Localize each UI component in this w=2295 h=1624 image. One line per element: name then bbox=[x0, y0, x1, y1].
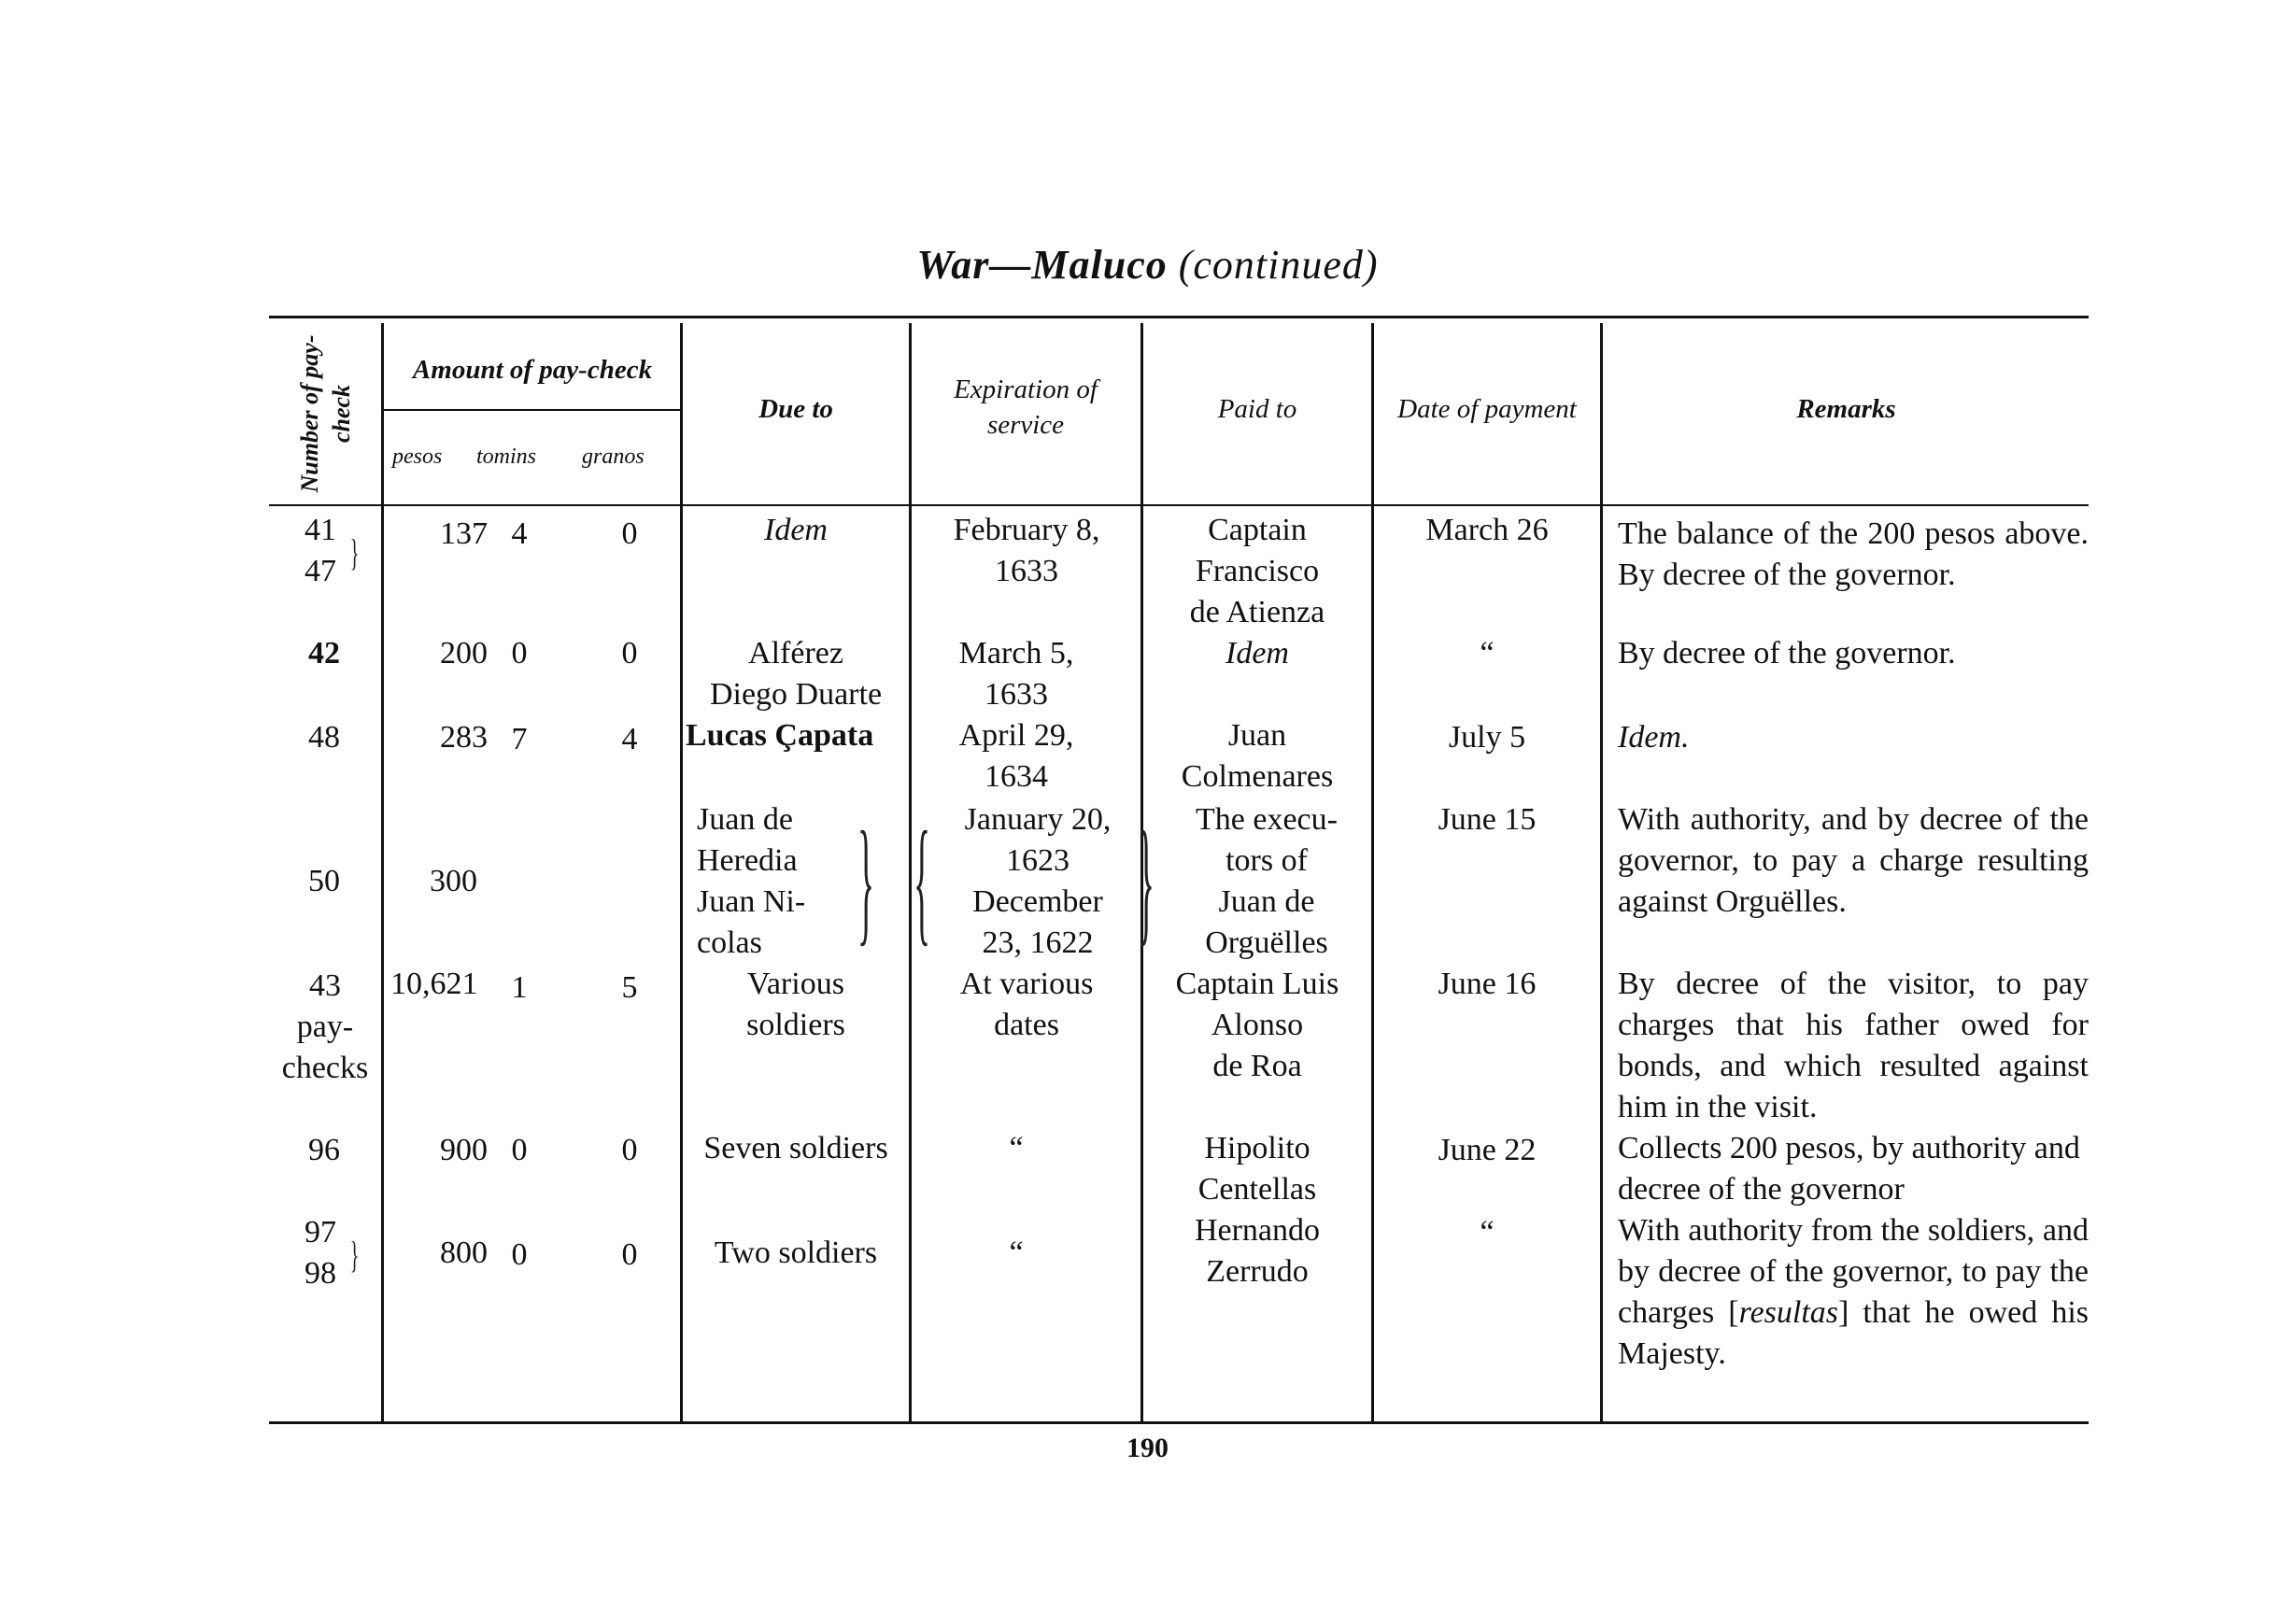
row-expiration: January 20, 1623 December 23, 1622 bbox=[964, 802, 1112, 960]
brace-icon: { bbox=[914, 803, 930, 958]
row-tomins: 0 bbox=[511, 636, 528, 671]
header-number: Number of pay-check bbox=[296, 334, 355, 493]
header-bottom-rule bbox=[269, 504, 2089, 506]
row-remarks: Collects 200 pesos, by authority and decree of the governor bbox=[1618, 1131, 2080, 1207]
col-divider bbox=[680, 323, 683, 1421]
row-number: 96 bbox=[308, 1133, 340, 1167]
col-divider bbox=[1600, 323, 1603, 1421]
row-pesos: 200 bbox=[440, 636, 488, 671]
row-remarks: The balance of the 200 pesos above. By decree of the governor. bbox=[1618, 516, 2089, 592]
row-number: 48 bbox=[308, 720, 340, 755]
row-paid-to: Hipolito Centellas bbox=[1197, 1131, 1317, 1207]
row-due-to: Seven soldiers bbox=[703, 1131, 888, 1165]
header-pesos: pesos bbox=[392, 445, 443, 469]
row-due-to: Idem bbox=[764, 513, 828, 547]
row-paid-to: Hernando Zerrudo bbox=[1194, 1213, 1321, 1289]
header-paid-to: Paid to bbox=[1217, 394, 1297, 424]
brace-icon: } bbox=[1138, 803, 1155, 958]
row-remarks: Idem. bbox=[1618, 720, 1690, 755]
row-granos: 0 bbox=[621, 1133, 638, 1167]
row-paid-to: Captain Luis Alonso de Roa bbox=[1175, 967, 1339, 1083]
row-date: “ bbox=[1480, 636, 1495, 671]
header-amount: Amount of pay-check bbox=[412, 355, 653, 385]
table-bottom-rule bbox=[269, 1421, 2089, 1424]
title-main: War—Maluco bbox=[916, 242, 1168, 288]
header-remarks: Remarks bbox=[1796, 394, 1896, 424]
row-paid-to: The execu- tors of Juan de Orguëlles bbox=[1196, 802, 1338, 960]
amount-sub-rule bbox=[383, 409, 682, 411]
row-pesos: 283 bbox=[440, 720, 488, 755]
brace-icon: } bbox=[349, 1234, 360, 1276]
row-paid-to: Idem bbox=[1225, 636, 1289, 671]
row-date: June 16 bbox=[1438, 967, 1537, 1001]
brace-icon: } bbox=[857, 803, 874, 958]
paycheck-table bbox=[269, 316, 2089, 1423]
row-due-to: Various soldiers bbox=[746, 967, 845, 1042]
row-pesos: 800 bbox=[440, 1236, 488, 1270]
page-title bbox=[0, 241, 2295, 289]
brace-icon: } bbox=[349, 531, 360, 573]
row-number: 43 pay- checks bbox=[281, 968, 369, 1085]
row-date: June 22 bbox=[1438, 1133, 1537, 1167]
col-divider bbox=[381, 323, 384, 1421]
row-due-to: Juan de Heredia Juan Ni- colas bbox=[697, 802, 806, 960]
row-tomins: 1 bbox=[511, 970, 528, 1005]
row-date: July 5 bbox=[1448, 720, 1526, 755]
row-date: March 26 bbox=[1425, 513, 1549, 547]
row-pesos: 300 bbox=[430, 864, 477, 898]
header-expiration: Expiration of service bbox=[954, 374, 1098, 440]
row-remarks: By decree of the visitor, to pay charges that his father owed for bonds, and which resulted against him in the visit. bbox=[1618, 967, 2089, 1124]
row-pesos: 10,621 bbox=[390, 967, 478, 1001]
row-remarks: With authority, and by decree of the governor, to pay a charge resulting against Orguëlles. bbox=[1618, 802, 2089, 919]
row-tomins: 0 bbox=[511, 1237, 528, 1272]
row-pesos: 137 bbox=[440, 516, 488, 551]
row-granos: 0 bbox=[621, 636, 638, 671]
row-expiration: “ bbox=[1009, 1131, 1024, 1165]
row-paid-to: Juan Colmenares bbox=[1181, 718, 1334, 794]
row-granos: 5 bbox=[621, 970, 638, 1005]
row-granos: 0 bbox=[621, 516, 638, 551]
row-tomins: 7 bbox=[511, 722, 528, 756]
col-divider bbox=[909, 323, 912, 1421]
row-expiration: April 29, 1634 bbox=[958, 718, 1074, 794]
row-number: 97 98 bbox=[305, 1215, 336, 1291]
row-tomins: 4 bbox=[511, 516, 528, 551]
row-pesos: 900 bbox=[440, 1133, 488, 1167]
row-number: 50 bbox=[308, 864, 340, 898]
row-granos: 0 bbox=[621, 1237, 638, 1272]
row-due-to: Alférez Diego Duarte bbox=[709, 636, 883, 712]
row-due-to: Lucas Çapata bbox=[686, 718, 874, 753]
row-number: 42 bbox=[308, 636, 340, 671]
header-date: Date of payment bbox=[1397, 394, 1577, 424]
row-expiration: March 5, 1633 bbox=[958, 636, 1074, 712]
col-divider bbox=[1371, 323, 1374, 1421]
row-date: June 15 bbox=[1438, 802, 1537, 837]
row-remarks: With authority from the soldiers, and by decree of the governor, to pay the charges [resultas] that he owed his Majesty. bbox=[1618, 1213, 2089, 1371]
row-expiration: “ bbox=[1009, 1236, 1024, 1270]
row-expiration: February 8, 1633 bbox=[953, 513, 1100, 588]
row-number: 41 47 bbox=[305, 513, 336, 588]
row-paid-to: Captain Francisco de Atienza bbox=[1189, 513, 1325, 629]
title-suffix: (continued) bbox=[1178, 242, 1379, 288]
header-due-to: Due to bbox=[758, 394, 833, 424]
header-granos: granos bbox=[582, 445, 645, 469]
row-expiration: At various dates bbox=[959, 967, 1094, 1042]
row-granos: 4 bbox=[621, 722, 638, 756]
row-due-to: Two soldiers bbox=[714, 1236, 878, 1270]
page-number: 190 bbox=[1126, 1433, 1169, 1463]
row-tomins: 0 bbox=[511, 1133, 528, 1167]
row-date: “ bbox=[1480, 1215, 1495, 1250]
row-remarks: By decree of the governor. bbox=[1618, 636, 1956, 671]
header-tomins: tomins bbox=[476, 445, 537, 469]
table-top-rule bbox=[269, 316, 2089, 318]
